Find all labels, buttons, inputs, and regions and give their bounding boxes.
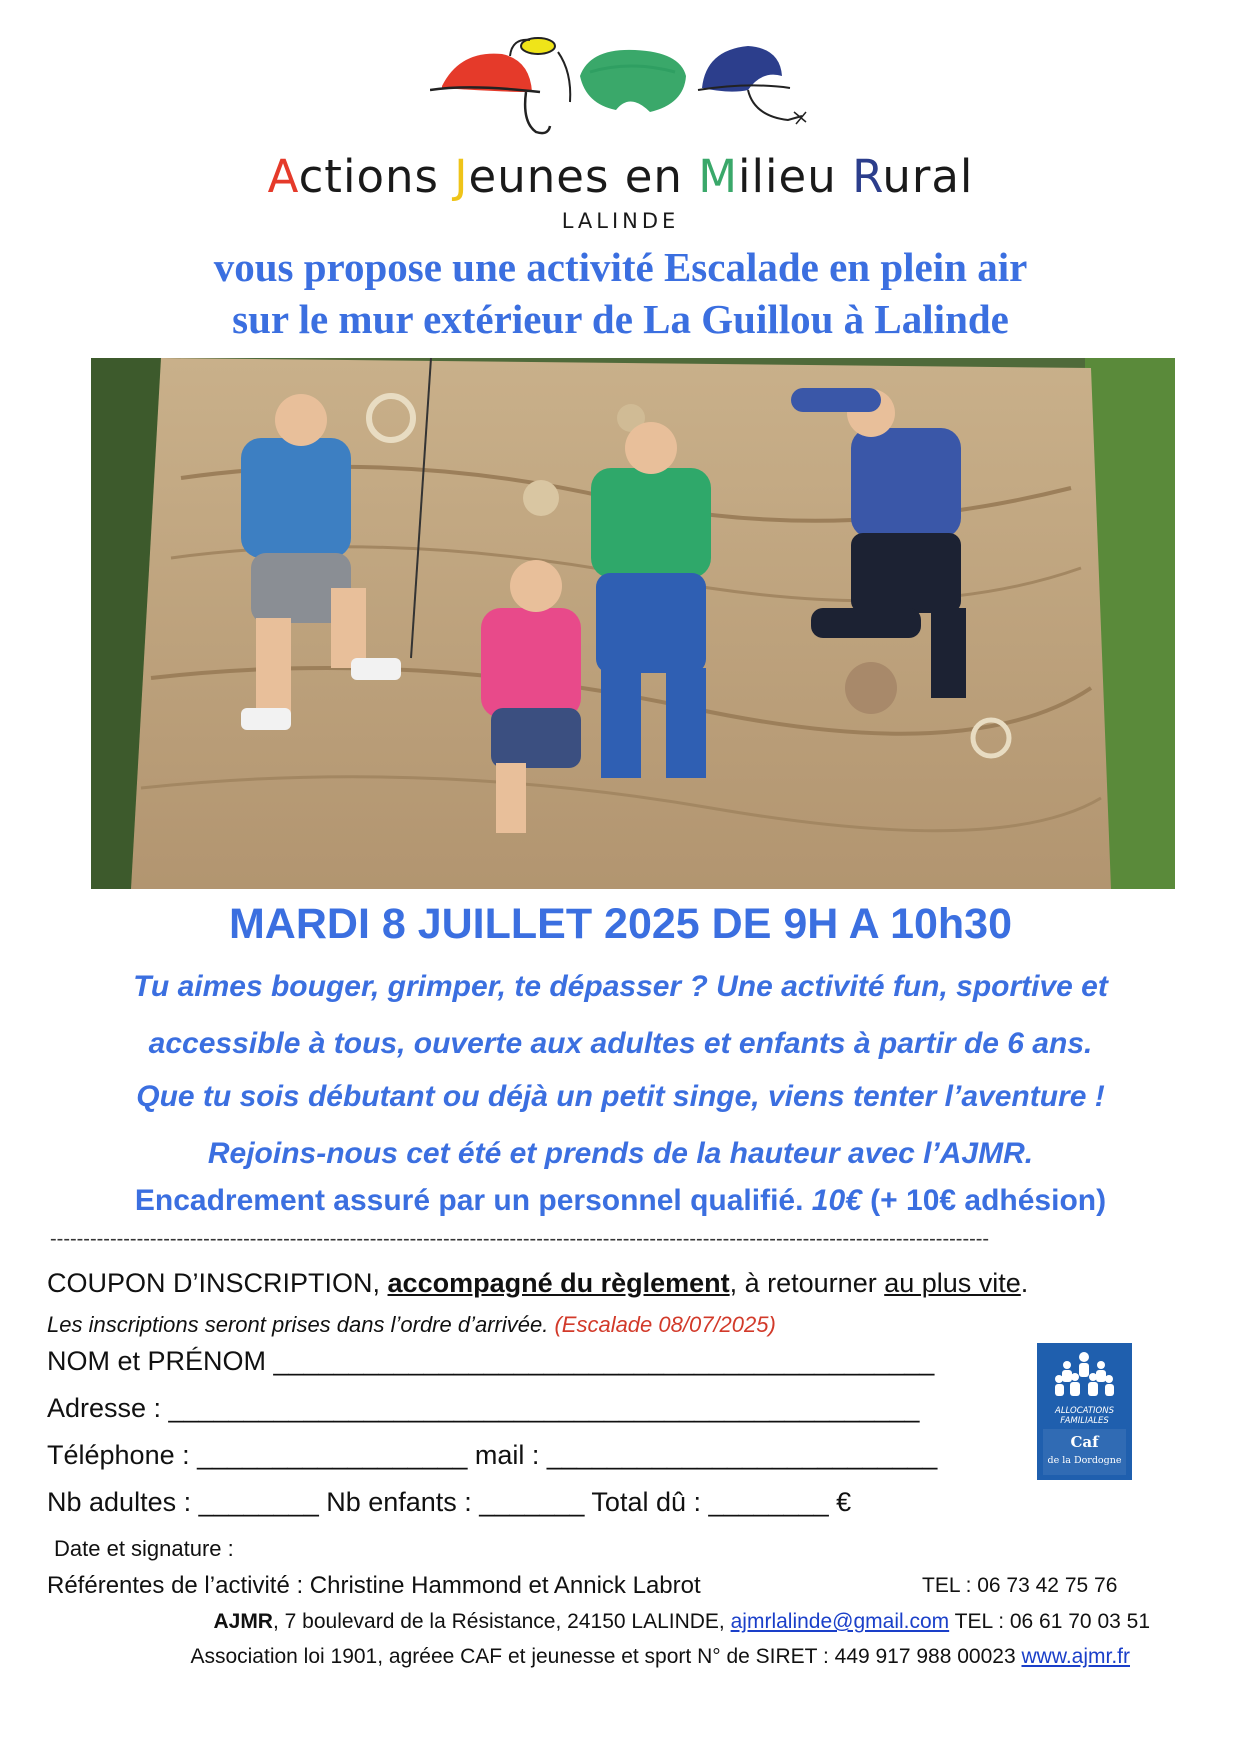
caf-text-2: FAMILIALES — [1060, 1416, 1109, 1426]
association-info: Association loi 1901, agréee CAF et jeunesse et sport N° de SIRET : 449 917 988 00023 — [190, 1645, 1022, 1668]
payment-note: accompagné du règlement — [387, 1268, 730, 1298]
order-note — [47, 1312, 776, 1338]
event-reference: (Escalade 08/07/2025) — [554, 1312, 776, 1337]
counts-total-field[interactable]: Nb adultes : ________ Nb enfants : _______ Total dû : ________ € — [47, 1487, 852, 1517]
org-letter-j: J — [454, 150, 469, 203]
activity-referents: Référentes de l’activité : Christine Hammond et Annick Labrot — [47, 1572, 701, 1599]
order-text: Les inscriptions seront prises dans l’ordre d’arrivée. — [47, 1312, 555, 1337]
org-word-rural: ural — [882, 150, 974, 203]
association-line — [0, 1645, 1130, 1669]
return-text: , à retourner — [729, 1268, 885, 1298]
org-address-line — [0, 1610, 1150, 1634]
price-line — [40, 1184, 1201, 1218]
organization-name — [0, 150, 1241, 203]
pitch-line-3: Que tu sois débutant ou déjà un petit singe, viens tenter l’aventure ! — [136, 1080, 1105, 1113]
org-word-milieu: ilieu — [738, 150, 853, 203]
org-letter-r: R — [852, 150, 883, 203]
phone-mail-field[interactable]: Téléphone : __________________ mail : __________________________ — [47, 1440, 938, 1470]
caf-text-3: Caf — [1070, 1433, 1099, 1451]
caf-text-1: ALLOCATIONS — [1055, 1406, 1114, 1416]
headline-line-2: sur le mur extérieur de La Guillou à Lalinde — [232, 296, 1009, 342]
org-address: , 7 boulevard de la Résistance, 24150 LALINDE, — [272, 1610, 731, 1633]
org-letter-a: A — [267, 150, 299, 203]
org-letter-m: M — [698, 150, 739, 203]
asap-text: au plus vite — [884, 1268, 1021, 1298]
organization-city: LALINDE — [561, 209, 680, 233]
coupon-intro — [47, 1268, 1028, 1299]
pitch-line-2: accessible à tous, ouverte aux adultes et enfants à partir de 6 ans. — [148, 1027, 1093, 1060]
supervision-text: Encadrement assuré par un personnel qualifié. — [134, 1184, 812, 1217]
headline-line-1: vous propose une activité Escalade en plein air — [213, 244, 1028, 290]
coupon-period: . — [1020, 1268, 1029, 1298]
website-link[interactable]: www.ajmr.fr — [1021, 1645, 1130, 1668]
name-field[interactable]: NOM et PRÉNOM ____________________________________________ — [47, 1346, 935, 1376]
pitch-line-4: Rejoins-nous cet été et prends de la hauteur avec l’AJMR. — [207, 1137, 1034, 1170]
caf-text-4: de la Dordogne — [1047, 1455, 1122, 1466]
address-field[interactable]: Adresse : __________________________________________________ — [47, 1393, 920, 1423]
org-word-actions: ctions — [298, 150, 455, 203]
email-link[interactable]: ajmrlalinde@gmail.com — [730, 1610, 950, 1633]
date-signature-field[interactable]: Date et signature : — [54, 1536, 234, 1561]
coupon-title: COUPON D’INSCRIPTION, — [47, 1268, 388, 1298]
org-abbrev: AJMR — [213, 1610, 273, 1633]
caf-logo — [1037, 1343, 1132, 1480]
org-phone: TEL : 06 61 70 03 51 — [949, 1610, 1150, 1633]
ajmr-logo — [430, 32, 830, 152]
climbing-wall-photo — [91, 358, 1175, 889]
org-word-jeunes: eunes en — [468, 150, 699, 203]
pitch-line-1: Tu aimes bouger, grimper, te dépasser ? Une activité fun, sportive et — [133, 970, 1108, 1003]
price-value: 10€ — [811, 1184, 862, 1217]
event-date: MARDI 8 JUILLET 2025 DE 9H A 10h30 — [228, 900, 1012, 948]
membership-fee: (+ 10€ adhésion) — [861, 1184, 1107, 1217]
cut-line: --------------------------------------------------------------------------------------------------------------------------------------------- — [50, 1228, 990, 1250]
referent-phone: TEL : 06 73 42 75 76 — [922, 1574, 1118, 1597]
